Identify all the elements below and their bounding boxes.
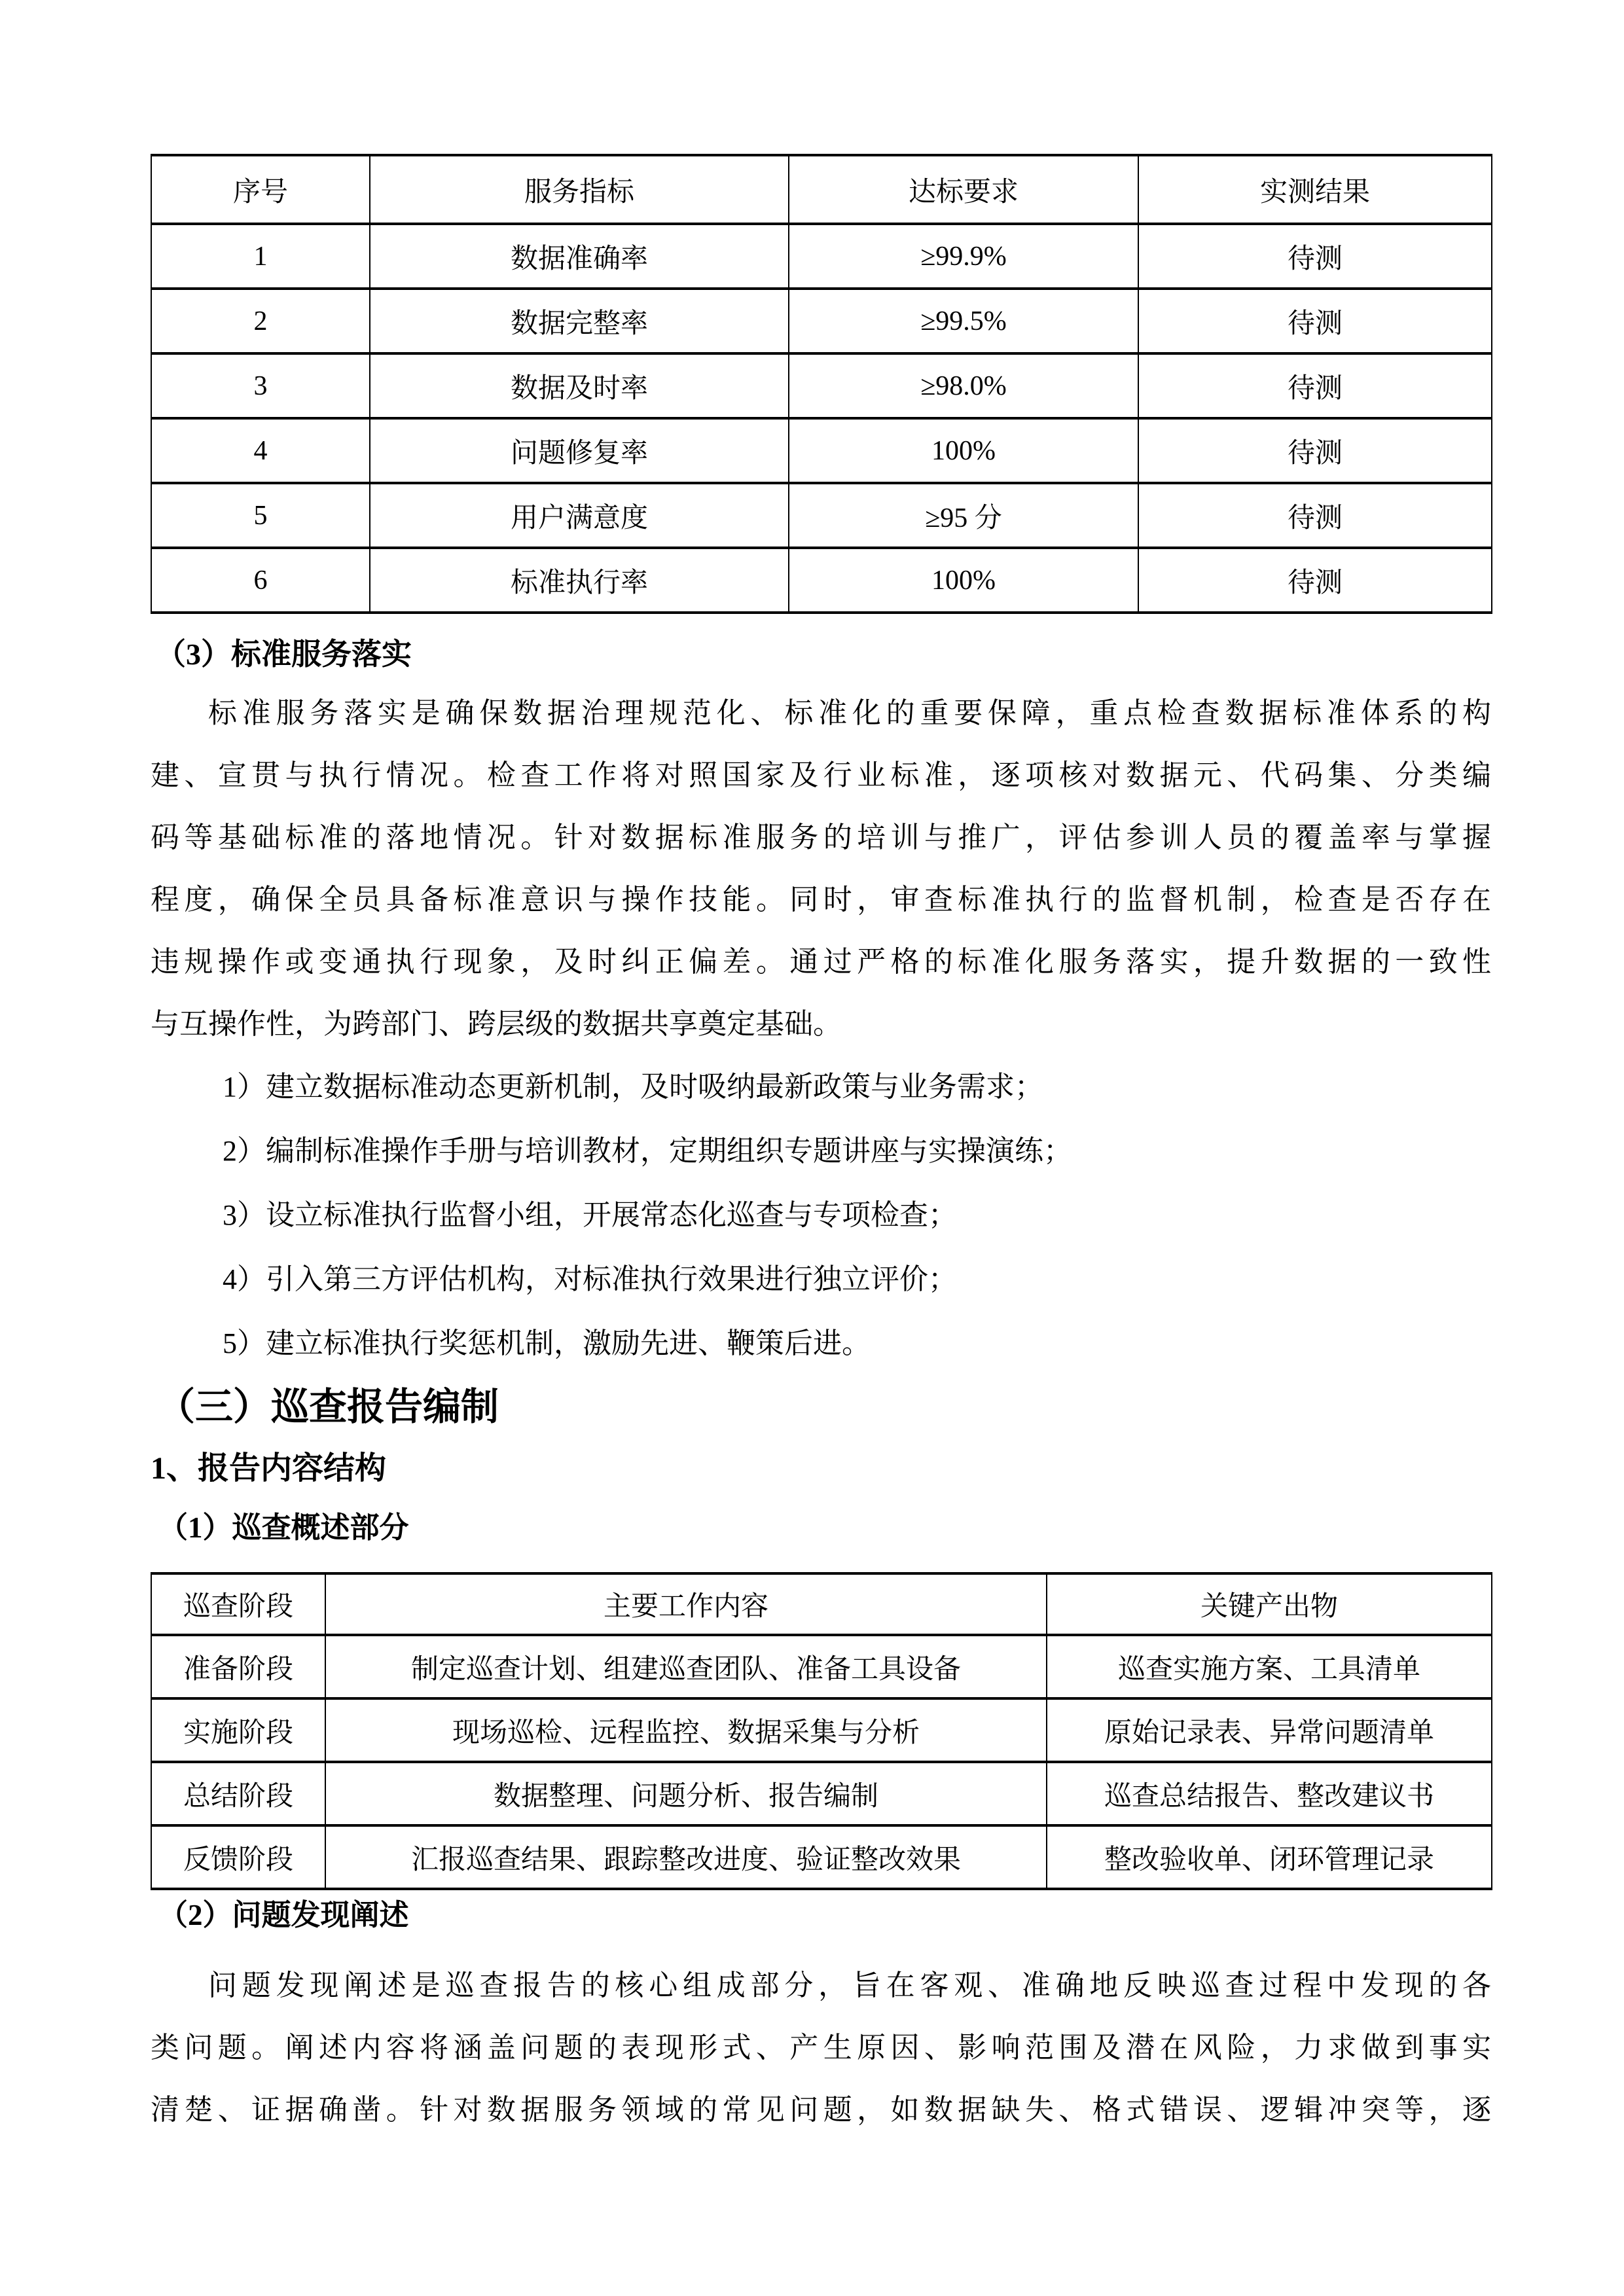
table-row <box>151 1825 1492 1889</box>
paragraph-line: 清楚、证据确凿。针对数据服务领域的常见问题，如数据缺失、格式错误、逻辑冲突等，逐 <box>151 2094 1491 2126</box>
table-cell: 待测 <box>1138 224 1492 289</box>
table-cell: 准备阶段 <box>151 1635 325 1698</box>
table-cell: ≥95 分 <box>789 483 1138 548</box>
heading-inspection-report: （三）巡查报告编制 <box>157 1386 499 1428</box>
heading-inspection-overview: （1）巡查概述部分 <box>158 1511 409 1544</box>
heading-standard-service: （3）标准服务落实 <box>156 637 412 671</box>
table-header-cell: 达标要求 <box>789 155 1138 224</box>
table-cell: 数据准确率 <box>370 224 789 289</box>
list-item: 2）编制标准操作手册与培训教材，定期组织专题讲座与实操演练； <box>223 1135 1072 1167</box>
paragraph-line: 违规操作或变通执行现象，及时纠正偏差。通过严格的标准化服务落实，提升数据的一致性 <box>151 946 1491 978</box>
paragraph-line: 建、宣贯与执行情况。检查工作将对照国家及行业标准，逐项核对数据元、代码集、分类编 <box>151 759 1491 791</box>
inspection-phases-table <box>151 1572 1492 1890</box>
table-row <box>151 483 1492 548</box>
paragraph-line: 程度，确保全员具备标准意识与操作技能。同时，审查标准执行的监督机制，检查是否存在 <box>151 884 1491 916</box>
table-cell: 问题修复率 <box>370 418 789 483</box>
table-cell: ≥98.0% <box>789 353 1138 418</box>
service-metrics-table <box>151 154 1492 614</box>
table-header-cell: 序号 <box>151 155 370 224</box>
table-cell: 待测 <box>1138 353 1492 418</box>
table-row <box>151 548 1492 613</box>
table-cell: 反馈阶段 <box>151 1825 325 1889</box>
table-row <box>151 1762 1492 1825</box>
table-cell: 2 <box>151 289 370 353</box>
heading-problem-statement: （2）问题发现阐述 <box>158 1899 409 1931</box>
table-row <box>151 1698 1492 1762</box>
table-cell: 巡查总结报告、整改建议书 <box>1047 1762 1492 1825</box>
paragraph-line: 问题发现阐述是巡查报告的核心组成部分，旨在客观、准确地反映巡查过程中发现的各 <box>208 1969 1491 2001</box>
table-row <box>151 289 1492 353</box>
table-row <box>151 418 1492 483</box>
table-cell: 数据及时率 <box>370 353 789 418</box>
table-cell: 现场巡检、远程监控、数据采集与分析 <box>325 1698 1047 1762</box>
paragraph-line: 标准服务落实是确保数据治理规范化、标准化的重要保障，重点检查数据标准体系的构 <box>208 697 1491 729</box>
table-cell: 总结阶段 <box>151 1762 325 1825</box>
table-header-cell: 服务指标 <box>370 155 789 224</box>
table-cell: 待测 <box>1138 548 1492 613</box>
table-cell: 待测 <box>1138 289 1492 353</box>
table-header-cell: 主要工作内容 <box>325 1573 1047 1635</box>
paragraph-problem-statement <box>151 1954 1491 2141</box>
table-cell: 100% <box>789 548 1138 613</box>
table-header-row <box>151 155 1492 224</box>
table-cell: 待测 <box>1138 483 1492 548</box>
table-cell: 3 <box>151 353 370 418</box>
list-item: 1）建立数据标准动态更新机制，及时吸纳最新政策与业务需求； <box>223 1071 1043 1103</box>
table-cell: 100% <box>789 418 1138 483</box>
heading-report-structure: 1、报告内容结构 <box>151 1451 387 1486</box>
table-cell: 制定巡查计划、组建巡查团队、准备工具设备 <box>325 1635 1047 1698</box>
list-item: 4）引入第三方评估机构，对标准执行效果进行独立评价； <box>223 1263 957 1295</box>
table-cell: 标准执行率 <box>370 548 789 613</box>
list-item: 3）设立标准执行监督小组，开展常态化巡查与专项检查； <box>223 1199 957 1231</box>
table-cell: 原始记录表、异常问题清单 <box>1047 1698 1492 1762</box>
table-cell: 用户满意度 <box>370 483 789 548</box>
table-header-cell: 关键产出物 <box>1047 1573 1492 1635</box>
table-row <box>151 353 1492 418</box>
paragraph-line: 类问题。阐述内容将涵盖问题的表现形式、产生原因、影响范围及潜在风险，力求做到事实 <box>151 2032 1491 2064</box>
table-header-cell: 实测结果 <box>1138 155 1492 224</box>
table-cell: 1 <box>151 224 370 289</box>
table-cell: 巡查实施方案、工具清单 <box>1047 1635 1492 1698</box>
table-cell: 6 <box>151 548 370 613</box>
table-row <box>151 224 1492 289</box>
table-cell: 待测 <box>1138 418 1492 483</box>
table-row <box>151 1635 1492 1698</box>
paragraph-line: 码等基础标准的落地情况。针对数据标准服务的培训与推广，评估参训人员的覆盖率与掌握 <box>151 821 1491 853</box>
paragraph-standard-service <box>151 682 1491 1055</box>
table-cell: 数据完整率 <box>370 289 789 353</box>
table-cell: 实施阶段 <box>151 1698 325 1762</box>
table-cell: ≥99.9% <box>789 224 1138 289</box>
paragraph-line: 与互操作性，为跨部门、跨层级的数据共享奠定基础。 <box>151 1008 842 1040</box>
table-cell: 数据整理、问题分析、报告编制 <box>325 1762 1047 1825</box>
table-cell: 4 <box>151 418 370 483</box>
table-header-row <box>151 1573 1492 1635</box>
list-item: 5）建立标准执行奖惩机制，激励先进、鞭策后进。 <box>223 1327 871 1359</box>
numbered-list <box>151 1055 1491 1376</box>
table-header-cell: 巡查阶段 <box>151 1573 325 1635</box>
table-cell: 整改验收单、闭环管理记录 <box>1047 1825 1492 1889</box>
table-cell: 5 <box>151 483 370 548</box>
table-cell: ≥99.5% <box>789 289 1138 353</box>
table-cell: 汇报巡查结果、跟踪整改进度、验证整改效果 <box>325 1825 1047 1889</box>
